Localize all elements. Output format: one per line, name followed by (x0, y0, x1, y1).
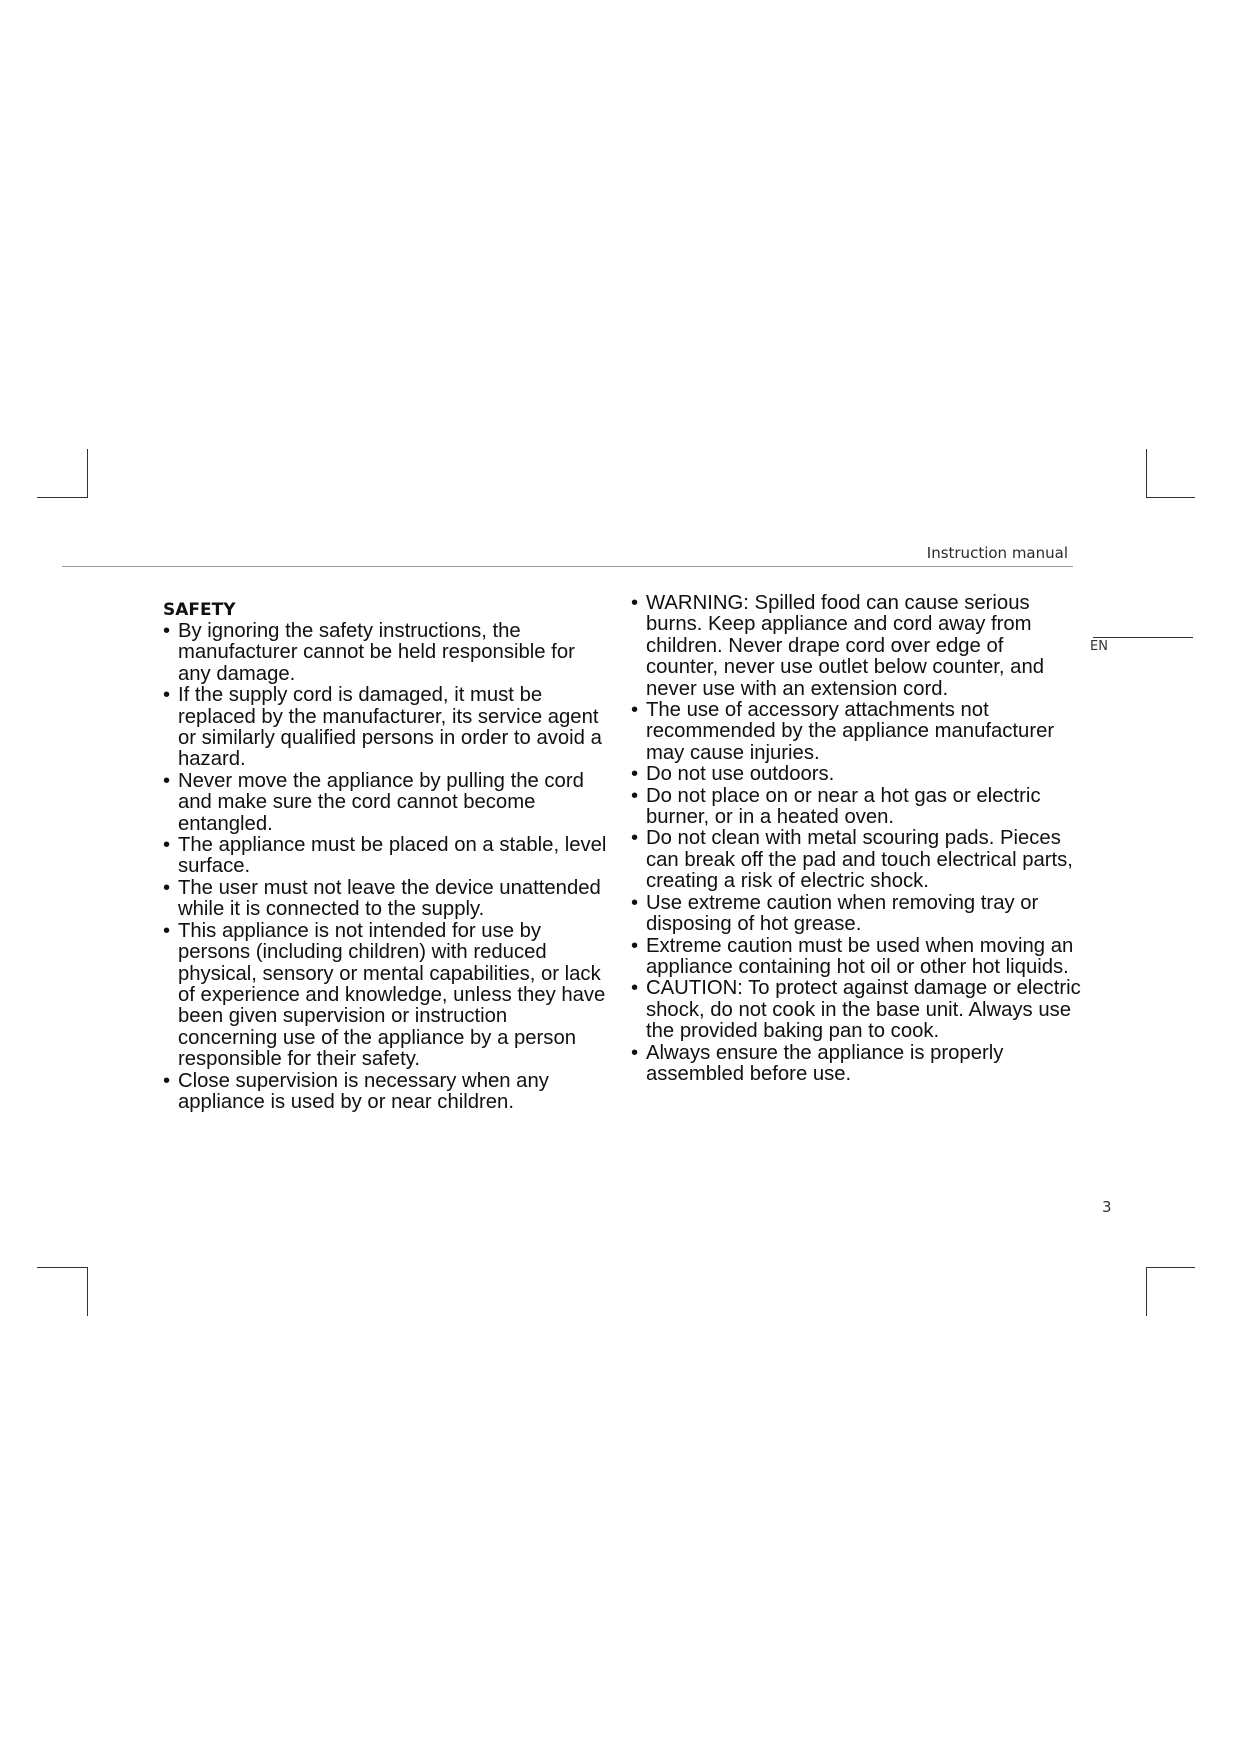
list-item: • WARNING: Spilled food can cause serious burns. Keep appliance and cord away from children. Never drape cord over edge of counter, never use outlet below counter, and never use with an extension cord. (631, 593, 1081, 700)
safety-column-right (631, 593, 1081, 1085)
language-tag: EN (1090, 639, 1108, 654)
list-item: • Extreme caution must be used when moving an appliance containing hot oil or other hot liquids. (631, 936, 1081, 979)
header-divider (62, 566, 1073, 567)
list-item: • If the supply cord is damaged, it must be replaced by the manufacturer, its service agent or similarly qualified persons in order to avoid a hazard. (163, 685, 608, 771)
list-item: • This appliance is not intended for use by persons (including children) with reduced physical, sensory or mental capabilities, or lack of experience and knowledge, unless they have been given supervision or instruction concerning use of the appliance by a person responsible for their safety. (163, 921, 608, 1071)
list-item: • Always ensure the appliance is properly assembled before use. (631, 1043, 1081, 1086)
section-title: SAFETY (163, 600, 236, 620)
safety-list-right (631, 593, 1081, 1085)
safety-column-left (163, 600, 608, 1113)
language-tab-rule (1093, 637, 1193, 638)
page-header-title: Instruction manual (926, 544, 1068, 562)
list-item: • Close supervision is necessary when any appliance is used by or near children. (163, 1071, 608, 1114)
list-item: • Never move the appliance by pulling the cord and make sure the cord cannot become entangled. (163, 771, 608, 835)
list-item: • Do not place on or near a hot gas or electric burner, or in a heated oven. (631, 786, 1081, 829)
list-item: • Use extreme caution when removing tray or disposing of hot grease. (631, 893, 1081, 936)
list-item: • CAUTION: To protect against damage or electric shock, do not cook in the base unit. Always use the provided baking pan to cook. (631, 978, 1081, 1042)
list-item: • Do not use outdoors. (631, 764, 1081, 785)
list-item: • The user must not leave the device unattended while it is connected to the supply. (163, 878, 608, 921)
list-item: • Do not clean with metal scouring pads. Pieces can break off the pad and touch electrical parts, creating a risk of electric shock. (631, 828, 1081, 892)
list-item: • The appliance must be placed on a stable, level surface. (163, 835, 608, 878)
page-number: 3 (1102, 1198, 1112, 1216)
list-item: • The use of accessory attachments not recommended by the appliance manufacturer may cause injuries. (631, 700, 1081, 764)
safety-list-left (163, 621, 608, 1113)
list-item: • By ignoring the safety instructions, the manufacturer cannot be held responsible for any damage. (163, 621, 608, 685)
